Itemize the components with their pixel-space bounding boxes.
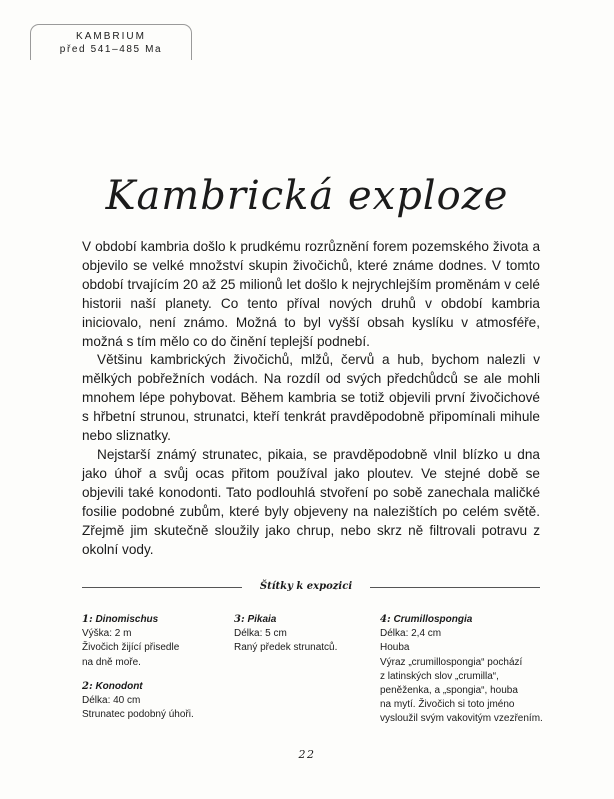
exhibit-number: 3: [234, 614, 245, 625]
exhibit-entry-pikaia [234, 613, 374, 656]
exhibit-divider [82, 580, 540, 594]
exhibit-line: na dně moře. [82, 656, 141, 668]
paragraph: V období kambria došlo k prudkému rozrůznění forem pozemského života a objevilo se velké množství skupin živočichů, které známe dodnes. V tomto období trvajícím 20 až 25 milionů let došlo k nejrychlejším proměnám v celé historii naší planety. Co tento příval nových druhů v období kambria iniciovalo, není známo. Možná to byl vyšší obsah kyslíku v atmosféře, možná s tím mělo co do činění teplejší podnebí. [82, 239, 540, 349]
exhibit-line: Délka: 2,4 cm [380, 628, 442, 640]
divider-line-right [370, 587, 540, 588]
exhibit-number: 4: [380, 614, 391, 625]
exhibit-line: Houba [380, 642, 410, 654]
period-title: KAMBRIUM [76, 31, 146, 42]
exhibit-line: z latinských slov „crumilla“, [380, 670, 499, 682]
divider-label: Štítky k expozici [259, 581, 353, 592]
exhibit-line: Délka: 5 cm [234, 628, 287, 640]
exhibit-line: Strunatec podobný úhoři. [82, 709, 194, 721]
exhibit-line: peněženka, a „spongia“, houba [380, 685, 518, 697]
exhibit-column-1 [82, 613, 227, 722]
exhibit-line: Délka: 40 cm [82, 695, 141, 707]
exhibit-column-3 [380, 613, 550, 727]
exhibit-name: Crumillospongia [393, 614, 473, 625]
exhibit-line: Výška: 2 m [82, 628, 132, 640]
paragraph: Nejstarší známý strunatec, pikaia, se pravděpodobně vlnil blízko u dna jako úhoř a svůj ocas přitom používal jako ploutev. Ve stejné době se objevili také konodonti. Tato podlouhlá stvoření po sobě zanechala maličké fosilie podobné zubům, které byly objeveny na nalezištích po celém světě. Zřejmě jim skutečně sloužily jako chrup, nebo skrz ně filtrovali potravu z okolní vody. [82, 446, 540, 557]
exhibit-entry-crumillospongia [380, 613, 550, 727]
exhibit-line: Živočich žijící přisedle [82, 642, 180, 654]
exhibit-number: 2: [82, 680, 93, 692]
exhibit-line: vysloužil svým vakovitým vzezřením. [380, 713, 543, 725]
exhibit-line: na mytí. Živočich si toto jméno [380, 699, 515, 711]
page-title: Kambrická exploze [105, 173, 509, 219]
exhibit-entry-dinomischus [82, 613, 227, 670]
exhibit-column-2 [234, 613, 374, 656]
exhibit-line: Raný předek strunatců. [234, 642, 338, 654]
page-number: 22 [298, 748, 316, 761]
exhibit-name: Pikaia [247, 614, 277, 625]
paragraph: Většinu kambrických živočichů, mlžů, červů a hub, bychom nalezli v mělkých pobřežních vodách. Na rozdíl od svých předchůdců se ale mohli mnohem lépe pohybovat. Během kambria se totiž objevili první živočichové s hřbetní strunou, strunatci, kteří tenkrát pravděpodobně připomínali mihule nebo sliznatky. [82, 352, 540, 444]
chapter-tab [30, 24, 192, 60]
exhibit-name: Konodont [95, 680, 143, 692]
divider-line-left [82, 587, 242, 588]
period-date: před 541–485 Ma [59, 44, 163, 55]
body-text [82, 238, 540, 559]
exhibit-line: Výraz „crumillospongia“ pochází [380, 656, 523, 668]
exhibit-entry-konodont [82, 680, 227, 723]
exhibit-number: 1: [82, 614, 93, 625]
exhibit-name: Dinomischus [95, 614, 159, 625]
